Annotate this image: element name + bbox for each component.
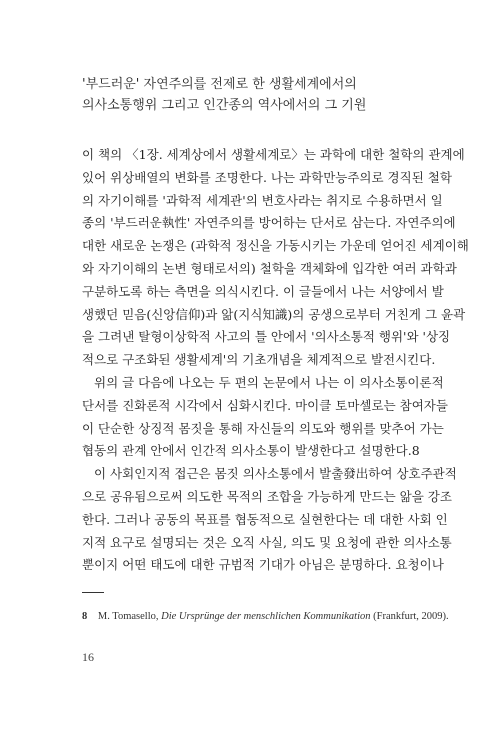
body-line-18: 지적 요구로 설명되는 것은 오직 사실, 의도 및 요청에 관한 의사소통 (82, 534, 452, 550)
body-line-17: 한다. 그러나 공동의 목표를 협동적으로 실현한다는 데 대한 사회 인 (82, 511, 448, 527)
body-line-5: 대한 새로운 논쟁은 (과학적 정신을 가동시키는 가운데 얻어진 세계이해 (82, 238, 469, 254)
footnote-divider (82, 592, 104, 593)
body-line-14: 협동의 관계 안에서 인간적 의사소통이 발생한다고 설명한다.8 (82, 443, 420, 459)
body-line-8: 생했던 믿음(신앙信仰)과 앎(지식知識)의 공생으로부터 거친게 그 윤곽 (82, 306, 466, 322)
body-line-7: 구분하도록 하는 측면을 의식시킨다. 이 글들에서 나는 서양에서 발 (82, 283, 444, 299)
heading-line-1: '부드러운' 자연주의를 전제로 한 생활세계에서의 (82, 77, 357, 92)
body-text (82, 144, 469, 577)
body-line-3: 의 자기이해를 '과학적 세계관'의 변호사라는 취지로 수용하면서 일 (82, 192, 443, 208)
body-line-1: 이 책의 〈1장. 세계상에서 생활세계로〉는 과학에 대한 철학의 관계에 (82, 147, 465, 162)
body-line-13: 이 단순한 상징적 몸짓을 통해 자신들의 의도와 행위를 맞추어 가는 (82, 420, 444, 436)
footnote-author: M. Tomasello, (97, 611, 159, 622)
body-line-16: 으로 공유됨으로써 의도한 목적의 조합을 가능하게 만드는 앎을 강조 (82, 488, 452, 504)
body-line-12: 단서를 진화론적 시각에서 심화시킨다. 마이클 토마셀로는 참여자들 (82, 397, 448, 413)
section-heading (82, 74, 442, 116)
body-line-6: 와 자기이해의 논변 형태로서의) 철학을 객체화에 입각한 여러 과학과 (82, 260, 457, 276)
body-line-15: 이 사회인지적 접근은 몸짓 의사소통에서 발출發出하여 상호주관적 (94, 466, 457, 482)
body-line-10: 적으로 구조화된 생활세계'의 기초개념을 체계적으로 발전시킨다. (82, 352, 436, 368)
body-line-19: 뿐이지 어떤 태도에 대한 규범적 기대가 아님은 분명하다. 요청이나 (82, 557, 444, 573)
body-line-4: 종의 '부드러운執性' 자연주의를 방어하는 단서로 삼는다. 자연주의에 (82, 215, 456, 231)
footnote-rest: (Frankfurt, 2009). (373, 611, 449, 622)
body-line-11: 위의 글 다음에 나오는 두 편의 논문에서 나는 이 의사소통이론적 (94, 374, 444, 390)
footnote-title: Die Ursprünge der menschlichen Kommunikation (161, 611, 371, 622)
footnote (82, 610, 449, 624)
footnote-number: 8 (82, 611, 88, 622)
heading-line-2: 의사소통행위 그리고 인간종의 역사에서의 그 기원 (82, 98, 367, 113)
body-line-2: 있어 위상배열의 변화를 조명한다. 나는 과학만능주의로 경직된 철학 (82, 169, 452, 185)
body-line-9: 을 그려낸 탈형이상학적 사고의 틀 안에서 '의사소통적 행위'와 '상징 (82, 329, 451, 345)
page-number: 16 (82, 650, 94, 664)
